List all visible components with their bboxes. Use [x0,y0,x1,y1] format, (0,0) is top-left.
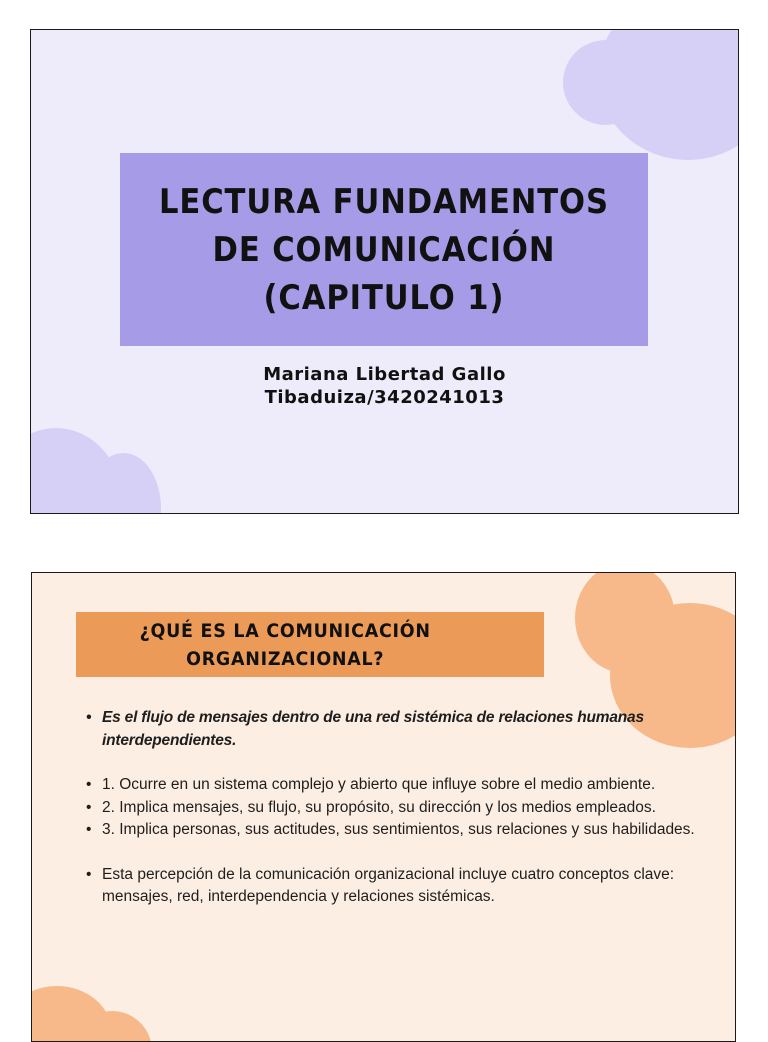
decorative-blob [563,40,648,125]
section-title-box [76,612,544,677]
author-name: Mariana Libertad Gallo Tibaduiza/3420241013 [263,364,506,408]
bullet-content [86,707,701,909]
definition-bullet: • Es el flujo de mensajes dentro de una red sistémica de relaciones humanas interdependientes. [86,707,701,752]
bullet-list [86,864,701,909]
slide-title: LECTURA FUNDAMENTOS DE COMUNICACIÓN (CAPITULO 1) [159,181,609,318]
closing-bullet: • Esta percepción de la comunicación organizacional incluye cuatro conceptos clave: mensajes, red, interdependencia y relaciones sistémicas. [86,864,701,909]
list-item: • 1. Ocurre en un sistema complejo y abierto que influye sobre el medio ambiente. [86,774,701,797]
title-slide [30,29,739,514]
bullet-list [86,707,701,752]
bullet-list [86,774,701,842]
content-slide [31,572,736,1042]
list-item: • 3. Implica personas, sus actitudes, sus sentimientos, sus relaciones y sus habilidades. [86,819,701,842]
list-item: • 2. Implica mensajes, su flujo, su propósito, su dirección y los medios empleados. [86,797,701,820]
section-title: ¿QUÉ ES LA COMUNICACIÓN ORGANIZACIONAL? [139,619,431,670]
title-box [120,153,648,346]
